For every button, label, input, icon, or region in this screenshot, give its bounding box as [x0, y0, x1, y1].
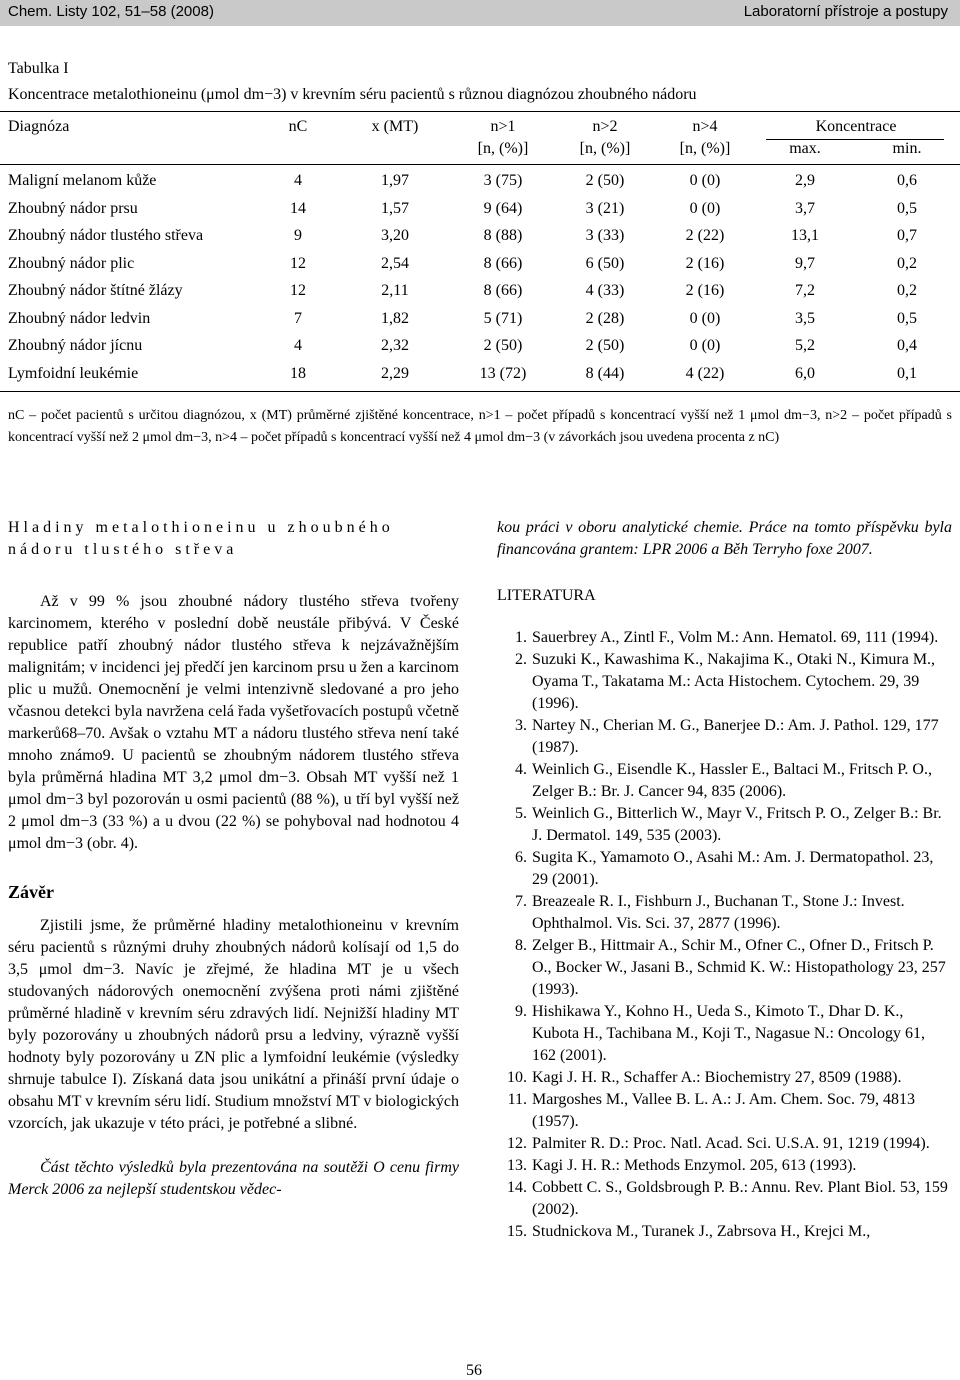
- table-cell: 1,57: [381, 199, 409, 217]
- table-cell: 4 (22): [685, 364, 725, 382]
- table-cell: Zhoubný nádor prsu: [8, 199, 138, 217]
- table-cell: 3 (33): [585, 227, 625, 244]
- reference-number: 10.: [507, 1069, 527, 1086]
- table-cell: 9 (64): [483, 199, 523, 217]
- table-cell: 2 (22): [685, 227, 725, 244]
- reference-item: [497, 649, 952, 715]
- reference-item: [497, 1177, 952, 1221]
- table-cell: 0 (0): [689, 172, 721, 189]
- reference-item: [497, 935, 952, 1001]
- reference-number: 6.: [515, 849, 527, 866]
- table-title: Koncentrace metalothioneinu (μmol dm−3) v krevním séru pacientů s různou diagnózou zhoubného nádoru: [8, 86, 697, 103]
- table-cell: 0,7: [897, 227, 917, 244]
- reference-text: Weinlich G., Bitterlich W., Mayr V., Fritsch P. O., Zelger B.: Br. J. Dermatol. 149, 535 (2003).: [532, 805, 942, 844]
- reference-item: [497, 1155, 952, 1177]
- reference-text: Kagi J. H. R.: Methods Enzymol. 205, 613 (1993).: [532, 1157, 857, 1174]
- reference-item: [497, 847, 952, 891]
- header-mean: x (MT): [371, 118, 419, 135]
- reference-text: Margoshes M., Vallee B. L. A.: J. Am. Chem. Soc. 79, 4813 (1957).: [532, 1091, 915, 1130]
- reference-text: Hishikawa Y., Kohno H., Ueda S., Kimoto T., Dhar D. K., Kubota H., Tachibana M., Koji T., Nagasue N.: Oncology 61, 162 (2001).: [532, 1003, 926, 1064]
- reference-number: 1.: [515, 629, 527, 646]
- table-cell: 8 (88): [483, 227, 523, 244]
- acknowledgement-continued: kou práci v oboru analytické chemie. Práce na tomto příspěvku byla financována grantem: LPR 2006 a Běh Terryho foxe 2007.: [497, 519, 952, 558]
- table-cell: 3 (21): [585, 199, 625, 217]
- reference-text: Nartey N., Cherian M. G., Banerjee D.: Am. J. Pathol. 129, 177 (1987).: [532, 717, 939, 756]
- reference-number: 5.: [515, 805, 527, 822]
- header-concentration: Koncentrace: [815, 118, 897, 135]
- header-nc: nC: [288, 118, 308, 135]
- reference-text: Sugita K., Yamamoto O., Asahi M.: Am. J. Dermatopathol. 23, 29 (2001).: [532, 849, 934, 888]
- table-top-rule: [0, 111, 960, 112]
- table-cell: 12: [290, 282, 306, 299]
- reference-number: 8.: [515, 937, 527, 954]
- table-cell: 8 (44): [585, 364, 625, 382]
- table-cell: 13,1: [791, 227, 819, 244]
- paragraph-conclusion: Zjistili jsme, že průměrné hladiny metalothioneinu v krevním séru pacientů s různými druhy zhoubných nádorů kolísají od 1,5 do 3,5 μmol dm−3. Navíc je zřejmé, že hladina MT je u všech studovaných nádorových onemocnění zvýšena proti námi zjištěné průměrné hladině v krevním séru zdravých lidí. Nejnižší hladiny MT byly pozorovány u zhoubných nádorů prsu a ledviny, výrazně vyšší hodnoty byly pozorovány u ZN plic a lymfoidní leukémie (výsledky shrnuje tabulce I). Získaná data jsou unikátní a přináší první údaje o obsahu MT v krevním séru lidí. Studium množství MT v biologických vzorcích, jak ukazuje v této práci, je potřebné a slibné.: [8, 917, 459, 1132]
- header-min: min.: [892, 140, 922, 157]
- reference-number: 7.: [515, 893, 527, 910]
- page-header: [0, 0, 960, 26]
- reference-number: 15.: [507, 1223, 527, 1240]
- table-cell: 7: [294, 309, 302, 327]
- section-name: Laboratorní přístroje a postupy: [743, 3, 948, 20]
- table-cell: 4 (33): [585, 282, 625, 299]
- reference-number: 12.: [507, 1135, 527, 1152]
- reference-item: [497, 803, 952, 847]
- reference-number: 13.: [507, 1157, 527, 1174]
- table-cell: 2 (50): [483, 337, 523, 354]
- table-cell: 0,2: [897, 282, 917, 299]
- right-column: [497, 517, 952, 1243]
- table-cell: 6,0: [795, 364, 815, 382]
- reference-text: Suzuki K., Kawashima K., Nakajima K., Otaki N., Kimura M., Oyama T., Takatama M.: Acta Histochem. Cytochem. 29, 39 (1996).: [532, 651, 936, 712]
- table-cell: 2,32: [381, 337, 409, 354]
- table-cell: 2,54: [381, 254, 409, 272]
- reference-number: 11.: [507, 1091, 527, 1108]
- table-cell: Maligní melanom kůže: [8, 172, 157, 189]
- table-cell: Zhoubný nádor plic: [8, 254, 135, 272]
- table-notes: nC – počet pacientů s určitou diagnózou, x (MT) průměrné zjištěné koncentrace, n>1 – počet případů s koncentrací vyšší než 1 μmol dm−3, n>2 – počet případů s koncentrací vyšší než 2 μmol dm−3, n>4 – počet případů s koncentrací vyšší než 4 μmol dm−3 (v závorkách jsou uvedena procenta z nC): [8, 408, 952, 445]
- reference-text: Cobbett C. S., Goldsbrough P. B.: Annu. Rev. Plant Biol. 53, 159 (2002).: [532, 1179, 948, 1218]
- journal-citation: Chem. Listy 102, 51–58 (2008): [8, 3, 214, 20]
- reference-item: [497, 627, 952, 649]
- header-n1: n>1: [490, 118, 516, 135]
- table-cell: 0,4: [897, 337, 917, 354]
- table-cell: 0 (0): [689, 309, 721, 327]
- paragraph-results: Až v 99 % jsou zhoubné nádory tlustého střeva tvořeny karcinomem, kterého v poslední době neustále přibývá. V České republice patří zhoubný nádor tlustého střeva k nejzávažnějším malignitám; v incidenci jej předčí jen karcinom prsu u žen a karcinom plic u mužů. Onemocnění je velmi intenzivně sledované a pro jeho včasnou detekci byla navržena celá řada vyšetřovacích postupů včetně markerů68–70. Avšak o vztahu MT a nádoru tlustého střeva není také mnoho známo9. U pacientů se zhoubným nádorem tlustého střeva byla průměrná hladina MT 3,2 μmol dm−3. Obsah MT vyšší než 1 μmol dm−3 byl pozorován u osmi pacientů (88 %), u tří byl vyšší než 2 μmol dm−3 (33 %) a u dvou (22 %) se pohyboval nad hodnotou 4 μmol dm−3 (obr. 4).: [8, 593, 459, 852]
- table-cell: 1,82: [381, 309, 409, 327]
- table-caption: [8, 56, 697, 108]
- reference-number: 3.: [515, 717, 527, 734]
- table-label: Tabulka I: [8, 60, 69, 77]
- table-cell: 1,97: [381, 172, 409, 189]
- table-cell: 2 (50): [585, 172, 625, 189]
- table-cell: Lymfoidní leukémie: [8, 364, 139, 382]
- header-n4-unit: [n, (%)]: [679, 140, 731, 157]
- table-cell: 3,5: [795, 309, 815, 327]
- table-cell: 2,9: [795, 172, 815, 189]
- table-cell: 5 (71): [483, 309, 523, 327]
- table-cell: 7,2: [795, 282, 815, 299]
- references-heading: LITERATURA: [497, 587, 596, 604]
- reference-number: 2.: [515, 651, 527, 668]
- table-cell: 14: [290, 199, 306, 217]
- header-diagnosis: Diagnóza: [8, 118, 70, 135]
- table-cell: 9,7: [795, 254, 815, 272]
- table-cell: Zhoubný nádor tlustého střeva: [8, 227, 204, 244]
- section-title: Hladiny metalothioneinu u zhoubného nádoru tlustého střeva: [8, 519, 394, 558]
- table-cell: 2,11: [381, 282, 409, 299]
- table-cell: 2 (16): [685, 254, 725, 272]
- table-cell: 3 (75): [483, 172, 523, 189]
- table-cell: 5,2: [795, 337, 815, 354]
- reference-text: Kagi J. H. R., Schaffer A.: Biochemistry 27, 8509 (1988).: [532, 1069, 902, 1086]
- table-cell: 2 (50): [585, 337, 625, 354]
- left-column: [8, 517, 459, 1201]
- table-bottom-rule: [0, 391, 960, 392]
- reference-text: Weinlich G., Eisendle K., Hassler E., Baltaci M., Fritsch P. O., Zelger B.: Br. J. Cancer 94, 835 (2006).: [532, 761, 932, 800]
- reference-item: [497, 759, 952, 803]
- table-cell: 0,2: [897, 254, 917, 272]
- reference-item: [497, 1133, 952, 1155]
- paragraph-acknowledgement: Část těchto výsledků byla prezentována na soutěži O cenu firmy Merck 2006 za nejlepší studentskou vědec-: [8, 1159, 459, 1198]
- table-cell: 2 (16): [685, 282, 725, 299]
- header-n4: n>4: [692, 118, 718, 135]
- table-cell: Zhoubný nádor štítné žlázy: [8, 282, 183, 299]
- reference-number: 14.: [507, 1179, 527, 1196]
- reference-text: Sauerbrey A., Zintl F., Volm M.: Ann. Hematol. 69, 111 (1994).: [532, 629, 939, 646]
- reference-item: [497, 715, 952, 759]
- table-cell: 0,5: [897, 199, 917, 217]
- references-list: [497, 627, 952, 1243]
- reference-item: [497, 891, 952, 935]
- table-cell: 12: [290, 254, 306, 272]
- table-cell: 0,6: [897, 172, 917, 189]
- reference-number: 4.: [515, 761, 527, 778]
- page-number: 56: [466, 1362, 482, 1379]
- header-n1-unit: [n, (%)]: [477, 140, 529, 157]
- table-cell: 18: [290, 364, 306, 382]
- table-cell: Zhoubný nádor ledvin: [8, 309, 151, 327]
- reference-text: Zelger B., Hittmair A., Schir M., Ofner C., Ofner D., Fritsch P. O., Bocker W., Jasani B., Schmid K. W.: Histopathology 23, 257 (1993).: [532, 937, 946, 998]
- reference-item: [497, 1067, 952, 1089]
- table-cell: 0 (0): [689, 337, 721, 354]
- table-cell: Zhoubný nádor jícnu: [8, 337, 143, 354]
- table-cell: 0 (0): [689, 199, 721, 217]
- table-cell: 8 (66): [483, 254, 523, 272]
- header-bottom-rule: [0, 164, 960, 165]
- table-cell: 2 (28): [585, 309, 625, 327]
- table-cell: 6 (50): [585, 254, 625, 272]
- header-n2-unit: [n, (%)]: [579, 140, 631, 157]
- table-cell: 3,7: [795, 199, 815, 217]
- table-cell: 0,5: [897, 309, 917, 327]
- reference-text: Studnickova M., Turanek J., Zabrsova H., Krejci M.,: [532, 1223, 871, 1240]
- table-cell: 3,20: [381, 227, 409, 244]
- conclusion-heading: Závěr: [8, 882, 54, 902]
- table-cell: 9: [294, 227, 302, 244]
- header-max: max.: [789, 140, 821, 157]
- reference-item: [497, 1089, 952, 1133]
- reference-text: Palmiter R. D.: Proc. Natl. Acad. Sci. U.S.A. 91, 1219 (1994).: [532, 1135, 930, 1152]
- table-cell: 4: [294, 337, 302, 354]
- table-cell: 13 (72): [479, 364, 527, 382]
- table-cell: 2,29: [381, 364, 409, 382]
- header-n2: n>2: [592, 118, 618, 135]
- reference-item: [497, 1221, 952, 1243]
- reference-number: 9.: [515, 1003, 527, 1020]
- reference-item: [497, 1001, 952, 1067]
- table-cell: 0,1: [897, 364, 917, 382]
- table-cell: 8 (66): [483, 282, 523, 299]
- table-cell: 4: [294, 172, 302, 189]
- reference-text: Breazeale R. I., Fishburn J., Buchanan T., Stone J.: Invest. Ophthalmol. Vis. Sci. 37, 2877 (1996).: [532, 893, 905, 932]
